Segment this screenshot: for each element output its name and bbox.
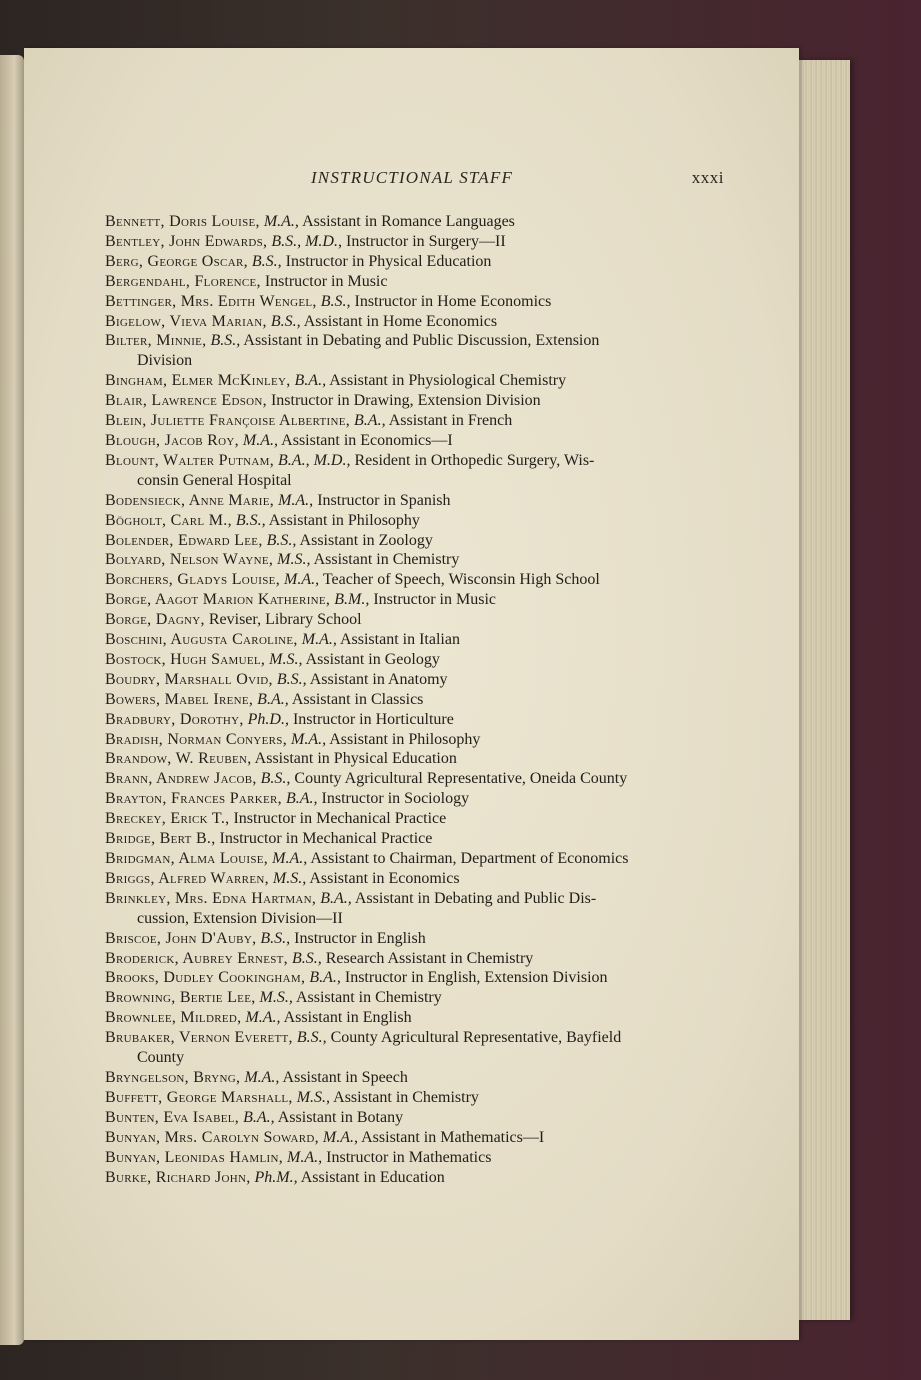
staff-name: Bigelow, Vieva Marian,: [105, 312, 267, 330]
staff-name: Browning, Bertie Lee,: [105, 989, 256, 1007]
staff-name: Brayton, Frances Parker,: [105, 790, 282, 808]
staff-degree: B.S.,: [235, 511, 266, 529]
staff-entry: [105, 1108, 725, 1128]
staff-position: Assistant in Philosophy: [268, 511, 420, 529]
staff-degree: B.S.,: [260, 770, 291, 788]
staff-entry: [105, 1008, 725, 1028]
staff-name: Bradbury, Dorothy,: [105, 710, 244, 728]
staff-name: Brownlee, Mildred,: [105, 1009, 242, 1027]
book-page-edges: [798, 60, 850, 1320]
staff-position: Assistant in Home Economics: [303, 312, 498, 330]
staff-position: Assistant in Debating and Public Dis-: [354, 889, 597, 907]
staff-position: Instructor in Drawing, Extension Division: [270, 392, 541, 410]
staff-list: [105, 212, 725, 1187]
staff-entry: [105, 531, 725, 551]
staff-position: Assistant in Philosophy: [329, 730, 481, 748]
staff-name: Bingham, Elmer McKinley,: [105, 372, 291, 390]
staff-name: Brann, Andrew Jacob,: [105, 770, 257, 788]
staff-entry: [105, 570, 725, 590]
staff-degree: B.A.,: [354, 412, 386, 430]
staff-entry: [105, 212, 725, 232]
staff-entry: [105, 690, 725, 710]
running-head: INSTRUCTIONAL STAFF: [310, 168, 514, 187]
staff-position: Assistant in Economics—I: [281, 431, 453, 449]
staff-position: Instructor in Mathematics: [326, 1148, 492, 1166]
staff-position: Assistant in French: [388, 412, 513, 430]
staff-name: Bowers, Mabel Irene,: [105, 690, 254, 708]
staff-entry: [105, 1068, 725, 1088]
staff-entry: [105, 1088, 725, 1108]
staff-entry: [105, 491, 725, 511]
staff-position: Assistant in Chemistry: [333, 1088, 479, 1106]
staff-position: Reviser, Library School: [208, 611, 362, 629]
staff-name: Buffett, George Marshall,: [105, 1088, 293, 1106]
staff-degree: M.S.,: [296, 1088, 331, 1106]
staff-entry: [105, 849, 725, 869]
staff-entry: [105, 670, 725, 690]
staff-degree: M.S.,: [272, 869, 307, 887]
staff-name: Bunten, Eva Isabel,: [105, 1108, 240, 1126]
staff-entry: [105, 550, 725, 570]
staff-name: Burke, Richard John,: [105, 1168, 251, 1186]
staff-name: Boudry, Marshall Ovid,: [105, 670, 273, 688]
staff-position: Assistant in Chemistry: [313, 551, 460, 569]
staff-name: Bolender, Edward Lee,: [105, 531, 263, 549]
staff-degree: Ph.M.,: [254, 1168, 298, 1186]
staff-name: Brubaker, Vernon Everett,: [105, 1029, 293, 1047]
page-number: xxxi: [691, 168, 724, 187]
staff-position: Instructor in Music: [264, 272, 388, 290]
staff-name: Blein, Juliette Françoise Albertine,: [105, 412, 351, 430]
staff-name: Bentley, John Edwards,: [105, 232, 268, 250]
staff-degree: B.S.,: [260, 929, 291, 947]
staff-degree: B.S.,: [291, 949, 322, 967]
staff-position: Instructor in Mechanical Practice: [219, 830, 433, 848]
staff-entry: [105, 710, 725, 730]
staff-entry: [105, 809, 725, 829]
staff-name: Bennett, Doris Louise,: [105, 213, 260, 230]
staff-position: Instructor in Mechanical Practice: [233, 810, 447, 828]
staff-position: Assistant in Geology: [305, 650, 440, 668]
staff-entry: [105, 371, 725, 391]
staff-degree: B.M.,: [334, 591, 370, 609]
staff-position: County Agricultural Representative, Oneida County: [294, 770, 628, 788]
staff-entry: [105, 411, 725, 431]
staff-entry: [105, 889, 725, 929]
staff-entry: [105, 968, 725, 988]
staff-position: Instructor in English: [294, 929, 426, 947]
staff-degree: M.S.,: [259, 989, 293, 1007]
staff-name: Blough, Jacob Roy,: [105, 431, 239, 449]
staff-position: Assistant in Classics: [291, 690, 424, 708]
staff-entry: [105, 1128, 725, 1148]
staff-entry: [105, 749, 725, 769]
staff-position: Instructor in Sociology: [321, 790, 470, 808]
staff-position: Assistant in Chemistry: [295, 989, 442, 1007]
staff-position: Assistant in Debating and Public Discussion, Extension: [243, 332, 600, 350]
staff-entry: [105, 590, 725, 610]
staff-name: Bridge, Bert B.,: [105, 830, 216, 848]
page-header: [100, 168, 724, 194]
staff-position: Assistant in Physiological Chemistry: [329, 372, 567, 390]
staff-position: Assistant in Romance Languages: [302, 213, 515, 230]
staff-position: Assistant in Mathematics—I: [361, 1128, 545, 1146]
staff-degree: B.A.,: [257, 690, 289, 708]
staff-degree: B.S.,: [210, 332, 241, 350]
staff-position: Instructor in Home Economics: [354, 292, 552, 310]
staff-entry: [105, 988, 725, 1008]
staff-position: Instructor in English, Extension Division: [344, 969, 608, 987]
staff-position: Assistant to Chairman, Department of Economics: [310, 850, 629, 867]
staff-name: Berg, George Oscar,: [105, 252, 248, 270]
staff-name: Breckey, Erick T.,: [105, 810, 230, 828]
staff-position-continuation: consin General Hospital: [137, 471, 292, 489]
staff-name: Bettinger, Mrs. Edith Wengel,: [105, 292, 317, 310]
staff-degree: B.S.,: [296, 1029, 327, 1047]
staff-name: Brinkley, Mrs. Edna Hartman,: [105, 889, 317, 907]
staff-degree: M.A.,: [322, 1128, 358, 1146]
staff-position: Assistant in Italian: [339, 631, 460, 649]
staff-degree: B.A., M.D.,: [278, 451, 351, 469]
staff-entry: [105, 252, 725, 272]
staff-name: Bryngelson, Bryng,: [105, 1068, 241, 1086]
staff-entry: [105, 949, 725, 969]
staff-entry: [105, 331, 725, 371]
staff-degree: B.A.,: [285, 790, 318, 808]
staff-position: Assistant in Anatomy: [309, 670, 448, 688]
staff-entry: [105, 1168, 725, 1188]
staff-name: Broderick, Aubrey Ernest,: [105, 949, 288, 967]
staff-name: Boschini, Augusta Caroline,: [105, 631, 298, 649]
staff-position: Instructor in Physical Education: [285, 252, 492, 270]
staff-degree: M.A.,: [263, 213, 299, 230]
staff-position-continuation: Division: [137, 352, 193, 370]
staff-name: Borchers, Gladys Louise,: [105, 571, 280, 589]
staff-name: Borge, Dagny,: [105, 611, 205, 629]
staff-name: Borge, Aagot Marion Katherine,: [105, 591, 331, 609]
staff-entry: [105, 869, 725, 889]
staff-degree: B.A.,: [294, 372, 327, 390]
staff-degree: M.A.,: [245, 1009, 281, 1027]
staff-degree: B.S., M.D.,: [271, 232, 342, 250]
staff-degree: B.S.,: [266, 531, 297, 549]
staff-position: Assistant in Speech: [282, 1068, 408, 1086]
staff-name: Bilter, Minnie,: [105, 332, 207, 350]
staff-entry: [105, 292, 725, 312]
staff-degree: M.A.,: [272, 850, 308, 867]
staff-name: Bodensieck, Anne Marie,: [105, 491, 275, 509]
staff-entry: [105, 1028, 725, 1068]
staff-degree: B.S.,: [251, 252, 282, 270]
staff-entry: [105, 630, 725, 650]
staff-entry: [105, 431, 725, 451]
staff-entry: [105, 1148, 725, 1168]
staff-degree: B.S.,: [276, 670, 307, 688]
staff-position: Instructor in Spanish: [317, 491, 451, 509]
staff-position: Instructor in Surgery—II: [345, 232, 506, 250]
staff-name: Brooks, Dudley Cookingham,: [105, 969, 306, 987]
staff-name: Blair, Lawrence Edson,: [105, 392, 267, 410]
staff-degree: M.A.,: [287, 1148, 323, 1166]
staff-degree: M.S.,: [269, 650, 303, 668]
staff-degree: B.A.,: [320, 889, 352, 907]
staff-name: Bradish, Norman Conyers,: [105, 730, 288, 748]
staff-name: Brandow, W. Reuben,: [105, 750, 252, 768]
staff-name: Bridgman, Alma Louise,: [105, 850, 269, 867]
staff-entry: [105, 650, 725, 670]
staff-name: Bostock, Hugh Samuel,: [105, 650, 266, 668]
staff-degree: M.A.,: [301, 631, 337, 649]
staff-position: Instructor in Horticulture: [292, 710, 454, 728]
staff-position: Assistant in Botany: [277, 1108, 404, 1126]
staff-position-continuation: County: [137, 1049, 185, 1067]
facing-page-edge: [0, 55, 24, 1345]
staff-entry: [105, 610, 725, 630]
staff-entry: [105, 929, 725, 949]
staff-position-continuation: cussion, Extension Division—II: [137, 909, 343, 927]
staff-name: Bergendahl, Florence,: [105, 272, 261, 290]
staff-degree: M.A.,: [284, 571, 320, 589]
staff-entry: [105, 769, 725, 789]
staff-entry: [105, 511, 725, 531]
staff-degree: B.A.,: [309, 969, 341, 987]
staff-name: Bögholt, Carl M.,: [105, 511, 232, 529]
staff-position: Assistant in English: [283, 1009, 412, 1027]
staff-entry: [105, 829, 725, 849]
staff-entry: [105, 730, 725, 750]
staff-degree: B.S.,: [270, 312, 301, 330]
staff-entry: [105, 391, 725, 411]
staff-degree: M.A.,: [242, 431, 279, 449]
staff-name: Bunyan, Leonidas Hamlin,: [105, 1148, 284, 1166]
staff-degree: Ph.D.,: [247, 710, 289, 728]
staff-position: Instructor in Music: [373, 591, 496, 609]
staff-position: Assistant in Physical Education: [254, 750, 457, 768]
staff-name: Briggs, Alfred Warren,: [105, 869, 269, 887]
staff-degree: B.A.,: [243, 1108, 275, 1126]
staff-position: Assistant in Education: [300, 1168, 445, 1186]
staff-position: Resident in Orthopedic Surgery, Wis-: [354, 451, 595, 469]
staff-entry: [105, 451, 725, 491]
staff-degree: B.S.,: [320, 292, 351, 310]
staff-degree: M.A.,: [291, 730, 327, 748]
staff-entry: [105, 312, 725, 332]
staff-degree: M.S.,: [277, 551, 311, 569]
staff-entry: [105, 789, 725, 809]
staff-degree: M.A.,: [244, 1068, 280, 1086]
staff-degree: M.A.,: [278, 491, 314, 509]
staff-position: Research Assistant in Chemistry: [325, 949, 534, 967]
staff-position: Teacher of Speech, Wisconsin High School: [322, 571, 600, 589]
staff-position: Assistant in Zoology: [299, 531, 433, 549]
staff-name: Bunyan, Mrs. Carolyn Soward,: [105, 1128, 319, 1146]
staff-name: Bolyard, Nelson Wayne,: [105, 551, 274, 569]
staff-entry: [105, 272, 725, 292]
staff-name: Briscoe, John D'Auby,: [105, 929, 257, 947]
staff-name: Blount, Walter Putnam,: [105, 451, 275, 469]
staff-position: Assistant in Economics: [309, 869, 460, 887]
staff-entry: [105, 232, 725, 252]
staff-position: County Agricultural Representative, Bayfield: [330, 1029, 622, 1047]
